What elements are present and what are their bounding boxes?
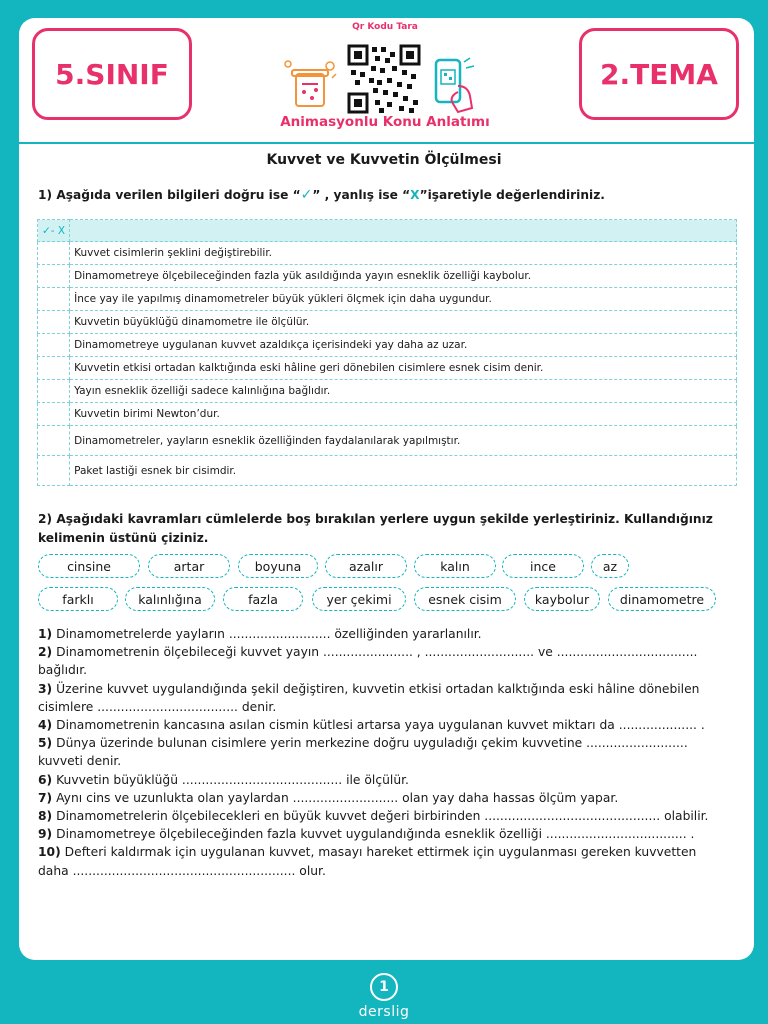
- list-item: [38, 807, 728, 825]
- qr-caption: Qr Kodu Tara: [352, 22, 418, 32]
- table-row: [38, 288, 737, 311]
- answer-box[interactable]: [38, 403, 70, 426]
- page-title: Kuvvet ve Kuvvetin Ölçülmesi: [266, 152, 502, 168]
- cross-mark-icon: X: [410, 188, 420, 202]
- item-number: 5): [38, 736, 53, 751]
- qr-code-icon[interactable]: [347, 44, 421, 114]
- question-text: ” , yanlış ise “: [312, 188, 411, 202]
- header-divider: [19, 142, 754, 144]
- table-row: [38, 380, 737, 403]
- item-number: 3): [38, 681, 53, 696]
- answer-box[interactable]: [38, 288, 70, 311]
- answer-box[interactable]: [38, 426, 70, 456]
- question-number: 1): [38, 188, 53, 202]
- question-text: Aşağıda verilen bilgileri doğru ise “: [56, 188, 301, 202]
- theme-label: [579, 28, 739, 120]
- answer-box[interactable]: [38, 242, 70, 265]
- table-row: [38, 334, 737, 357]
- word-chip[interactable]: kalın: [414, 554, 496, 578]
- page-number: 1: [370, 973, 398, 1001]
- phone-scan-icon: [428, 56, 478, 114]
- item-text: Dinamometrelerin ölçebilecekleri en büyük kuvvet değeri birbirinden ............................................. olabilir.: [56, 809, 709, 824]
- answer-box[interactable]: [38, 380, 70, 403]
- item-number: 1): [38, 627, 53, 641]
- question-text: Aşağıdaki kavramları cümlelerde boş bırakılan yerlere uygun şekilde yerleştiriniz. Kullandığınız kelimenin üstünü çiziniz.: [38, 512, 713, 545]
- item-number: 9): [38, 827, 53, 842]
- list-item: [38, 734, 728, 770]
- item-number: 10): [38, 845, 61, 860]
- statement-text: Paket lastiği esnek bir cisimdir.: [70, 456, 737, 486]
- grade-label: [32, 28, 192, 120]
- list-item: [38, 643, 728, 679]
- table-row: [38, 403, 737, 426]
- list-item: [38, 771, 728, 789]
- true-false-table: [37, 219, 737, 486]
- table-row: [38, 426, 737, 456]
- statement-text: Kuvvet cisimlerin şeklini değiştirebilir.: [70, 242, 737, 265]
- list-item: [38, 825, 728, 843]
- table-row: [38, 265, 737, 288]
- item-number: 8): [38, 809, 53, 824]
- word-chip[interactable]: az: [591, 554, 629, 578]
- table-row: [38, 357, 737, 380]
- answer-box[interactable]: [38, 334, 70, 357]
- word-chip[interactable]: ince: [502, 554, 584, 578]
- table-row: [38, 311, 737, 334]
- question-1-heading: [38, 186, 738, 205]
- list-item: [38, 789, 728, 807]
- list-item: [38, 680, 728, 716]
- table-header-row: [38, 220, 737, 242]
- word-chip[interactable]: farklı: [38, 587, 118, 611]
- item-text: Defteri kaldırmak için uygulanan kuvvet, masayı hareket ettirmek için uygulanması gereken kuvvetten daha ......................................................... olur.: [38, 845, 697, 878]
- item-text: Dünya üzerinde bulunan cisimlere yerin merkezine doğru uyguladığı çekim kuvvetine .......................... kuvveti denir.: [38, 736, 688, 769]
- item-text: Dinamometrelerde yayların .......................... özelliğinden yararlanılır.: [56, 627, 482, 641]
- item-number: 7): [38, 790, 53, 805]
- statement-text: Kuvvetin etkisi ortadan kalktığında eski hâline geri dönebilen cisimlere esnek cisim denir.: [70, 357, 737, 380]
- answer-box[interactable]: [38, 311, 70, 334]
- word-chip[interactable]: yer çekimi: [312, 587, 406, 611]
- item-text: Dinamometreye ölçebileceğinden fazla kuvvet uygulandığında esneklik özelliği .................................... .: [56, 827, 695, 842]
- animation-title[interactable]: Animasyonlu Konu Anlatımı: [280, 114, 490, 130]
- answer-box[interactable]: [38, 265, 70, 288]
- grade-text: 5.SINIF: [55, 57, 169, 91]
- fill-in-blank-list: [38, 625, 728, 880]
- word-chip[interactable]: cinsine: [38, 554, 140, 578]
- item-text: Dinamometrenin kancasına asılan cismin kütlesi artarsa yaya uygulanan kuvvet miktarı da .................... .: [56, 718, 705, 733]
- list-item: [38, 843, 728, 879]
- statement-text: Dinamometreye uygulanan kuvvet azaldıkça içerisindeki yay daha az uzar.: [70, 334, 737, 357]
- statement-text: Kuvvetin büyüklüğü dinamometre ile ölçülür.: [70, 311, 737, 334]
- statement-text: Dinamometreler, yayların esneklik özelliğinden faydalanılarak yapılmıştır.: [70, 426, 737, 456]
- item-number: 4): [38, 718, 53, 733]
- table-row: [38, 242, 737, 265]
- word-chip[interactable]: kalınlığına: [125, 587, 215, 611]
- answer-column-header: ✓- X: [38, 220, 70, 242]
- word-chip[interactable]: artar: [148, 554, 230, 578]
- answer-box[interactable]: [38, 357, 70, 380]
- question-number: 2): [38, 512, 53, 526]
- statement-text: Dinamometreye ölçebileceğinden fazla yük asıldığında yayın esneklik özelliği kaybolur.: [70, 265, 737, 288]
- lab-flask-icon: [282, 58, 338, 110]
- statement-column-header: [70, 220, 737, 242]
- item-text: Aynı cins ve uzunlukta olan yaylardan ........................... olan yay daha hassas ölçüm yapar.: [56, 790, 619, 805]
- word-chip[interactable]: dinamometre: [608, 587, 716, 611]
- answer-box[interactable]: [38, 456, 70, 486]
- statement-text: İnce yay ile yapılmış dinamometreler büyük yükleri ölçmek için daha uygundur.: [70, 288, 737, 311]
- check-mark-icon: ✓: [300, 187, 313, 203]
- word-chip[interactable]: azalır: [325, 554, 407, 578]
- list-item: [38, 716, 728, 734]
- word-chip[interactable]: boyuna: [238, 554, 318, 578]
- statement-text: Kuvvetin birimi Newton’dur.: [70, 403, 737, 426]
- word-chip[interactable]: kaybolur: [524, 587, 600, 611]
- table-row: [38, 456, 737, 486]
- theme-text: 2.TEMA: [600, 57, 718, 91]
- item-number: 2): [38, 645, 53, 660]
- item-text: Dinamometrenin ölçebileceği kuvvet yayın ....................... , ............................ ve .................................... bağlıdır.: [38, 645, 698, 678]
- item-text: Üzerine kuvvet uygulandığında şekil değiştiren, kuvvetin etkisi ortadan kalktığında eski hâline dönebilen cisimlere .................................... denir.: [38, 681, 700, 714]
- item-text: Kuvvetin büyüklüğü ......................................... ile ölçülür.: [56, 772, 409, 787]
- statement-text: Yayın esneklik özelliği sadece kalınlığına bağlıdır.: [70, 380, 737, 403]
- word-chip[interactable]: esnek cisim: [414, 587, 516, 611]
- item-number: 6): [38, 772, 53, 787]
- list-item: [38, 625, 728, 643]
- question-text: ”işaretiyle değerlendiriniz.: [419, 188, 605, 202]
- question-2-heading: [38, 510, 738, 548]
- word-chip[interactable]: fazla: [223, 587, 303, 611]
- brand-logo: derslig: [358, 1004, 410, 1020]
